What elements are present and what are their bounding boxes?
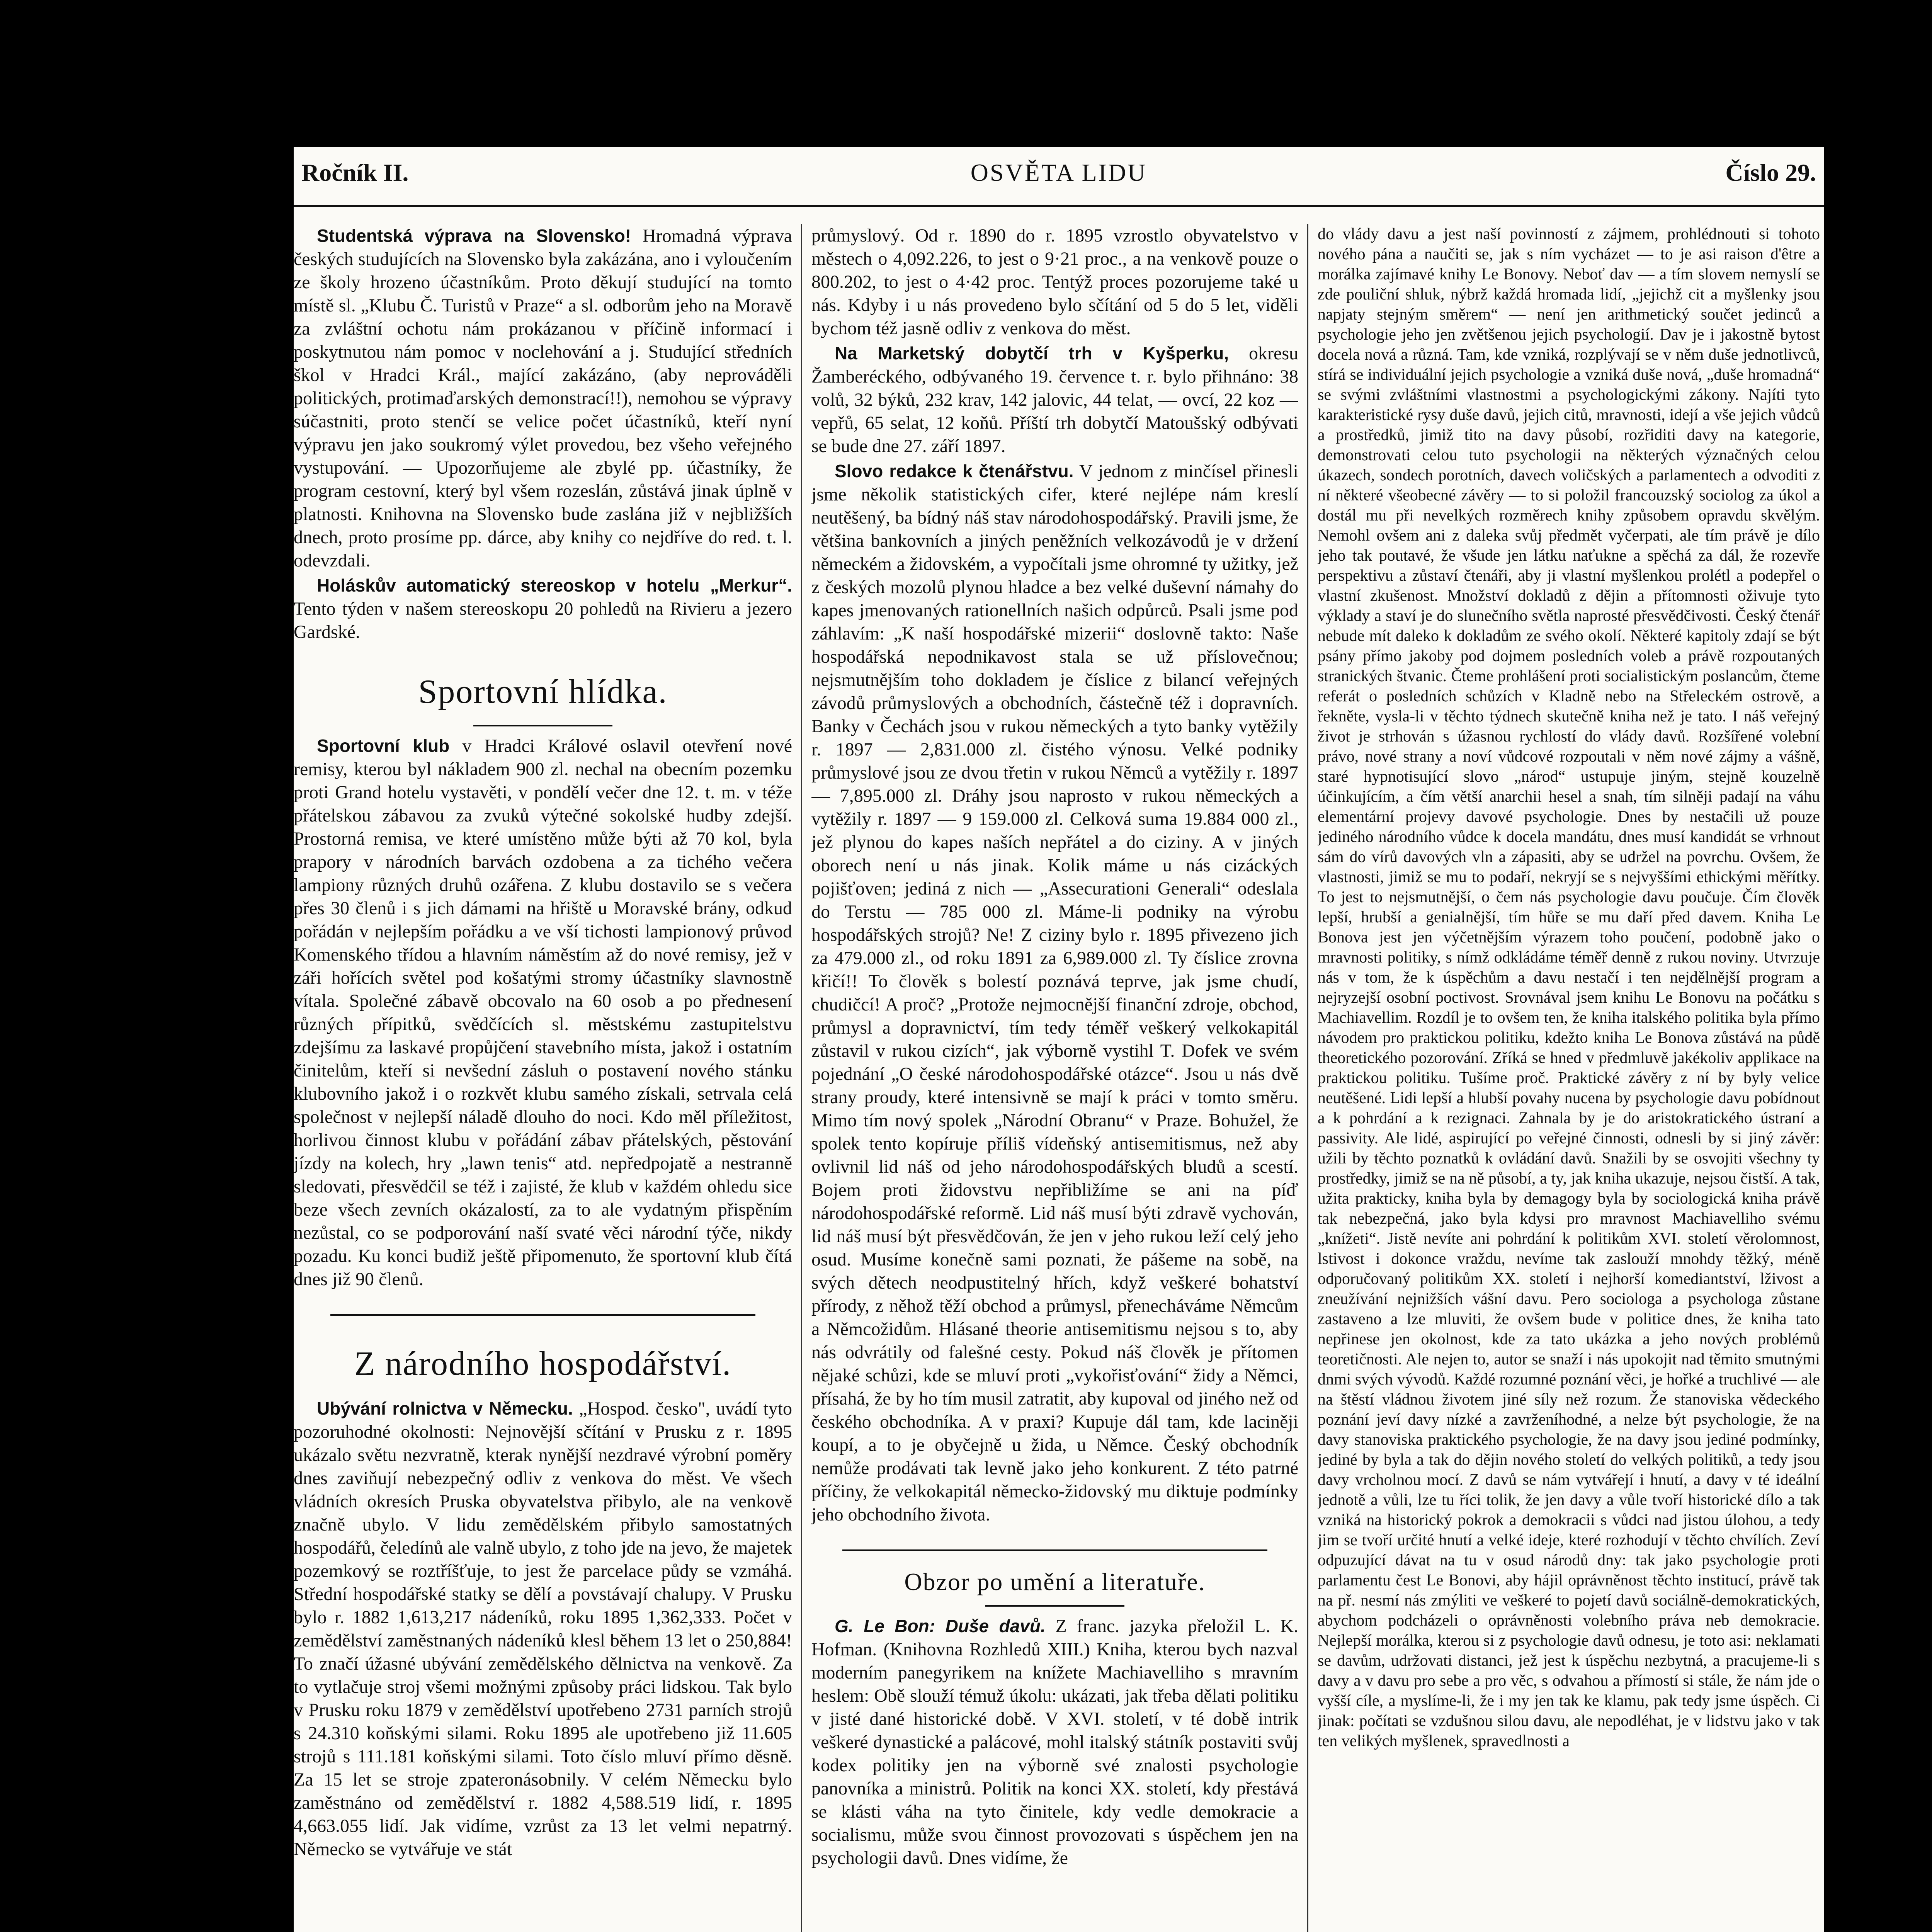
article-headline: Sportovní klub [317,736,450,756]
article-body: okresu Žamberéckého, odbývaného 19. července t. r. bylo přihnáno: 38 volů, 32 býků, 232 krav, 142 jalovic, 44 telat, — ovcí, 22 koz — vepřů, 65 selat, 12 koňů. Příští trh dobytčí Matoušský odbývati se bude dne 27. září 1897. [811,343,1298,456]
newspaper-page [294,147,1824,1932]
article-headline: Holáskův automatický stereoskop v hotelu „Merkur“. [317,575,792,595]
article-headline: Ubývání rolnictva v Německu. [317,1398,573,1418]
article-headline: Studentská výprava na Slovensko! [317,226,631,246]
section-title-sport: Sportovní hlídka. [418,673,668,711]
volume-label: Ročník II. [301,159,409,186]
article-body: Z franc. jazyka přeložil L. K. Hofman. (Knihovna Rozhledů XIII.) Kniha, kterou bych nazval moderním panegyrikem na knížete Machiavelliho s mravním heslem: Obě slouží témuž úkolu: ukázati, jak třeba dělati politiku v jisté dané historické době. V XVI. století, v té době intrik veškeré dynastické a palácové, mohl italský státník postaviti svůj kodex politiky jen na výborně své znalosti psychologie panovníka a ministrů. Politik na konci XX. století, kdy přestává se klásti váha na tyto činitele, kdy vedle demokracie a socialismu, může svou činnost provozovati s úspěchem jen na psychologii davů. Dnes vidíme, že [811,1616,1298,1868]
article-body: do vlády davu a jest naší povinností z zájmem, prohlédnouti si tohoto nového pána a naučiti se, jak s ním vycházet — to je asi raison d'être a morálka zajímavé knihy Le Bonovy. Neboť dav — a tím slovem nemyslí se zde pouliční shluk, nýbrž každá hromada lidí, „jejichž cit a myšlenky jsou napjaty stejným směrem“ — není jen arithmetický součet jedinců a psychologie jeho jen zvětšenou jejich psychologií. Dav je i jakostně bytost docela nová a různá. Tam, kde vzniká, rozplývají se v něm duše jednotlivců, stírá se individuální jejich psychologie a vzniká duše nová, „duše hromadná“ se svými zvláštními vlastnostmi a psychologickými zákony. Najíti tyto karakteristické rysy duše davů, jejich citů, mravnosti, idejí a vše jejich vůdců a prostředků, jimiž tito na davy působí, rozřiditi davy na kategorie, demonstrovati celou tuto psychologii na některých význačných celou úkazech, sondech porotních, davech voličských a parlamentech a odvoditi z ní některé všeobecné závěry — to si položil francouzský sociolog za úkol a dostál mu při nevelkých rozměrech knihy způsobem opravdu skvělým. Nemohl ovšem ani z daleka svůj předmět vyčerpati, ale tím právě je dílo jeho tak poutavé, že všude jen látku naťukne a spěchá za dál, že rozevře perspektivu a zůstaví čtenáři, aby ji vlastní myšlenkou prolétl a podepřel o vlastní zkušenost. Množství dokladů z dějin a přítomnosti oživuje tyto výklady a staví je do slunečního světla naprosté přesvědčivosti. Český čtenář nebude mít daleko k dokladům ze svého okolí. Některé kapitoly zdají se být psány přímo jakoby pod dojmem posledních voleb a právě rozpoutaných stranických štvanic. Čteme prohlášení proti socialistickým poslancům, čteme referát o posledních schůzích v Kladně nebo na Střeleckém ostrově, a řekněte, vysla-li v těchto týdnech skutečně kniha než je tato. I náš veřejný život je strhován s úžasnou rychlostí do vlády davů. Rozšířené volební právo, nové strany a noví vůdcové rozpoutali v něm nové zájmy a vášně, staré hypnotisující slovo „národ“ ustupuje jiným, stejně kouzelně účinkujícím, a čím větší anarchii hesel a snah, tím silněji padají na váhu elementární projevy davové psychologie. Dnes by nestačili už pouze jediného národního vůdce k docela mandátu, dnes musí kandidát se vrhnout sám do vírů davových vln a zápasiti, aby se udržel na povrchu. Ovšem, že vlastnosti, jimiž se mu to podaří, nekryjí se s nejvyššími ethickými měřítky. To jest to nejsmutnější, o čem nás psychologie davu poučuje. Čím člověk lepší, hrubší a genialnější, tím hůře se mu daří před davem. Kniha Le Bonova jest jen výčetnějším výrazem toho poučení, podobně jako o mravnosti politiky, s nímž odkládáme téměř denně z rukou noviny. Utvrzuje nás v tom, že k úspěchům a davu nestačí i ten nejdělnější program a nejryzejší osobní poctivost. Srovnával jsem knihu Le Bonovu na počátku s Machiavellim. Rozdíl je to ovšem ten, že kniha italského politika byla přímo návodem pro praktickou politiku, kdežto kniha Le Bonova zůstává na půdě theoretického pozorování. Zříká se hned v předmluvě jakékoliv applikace na praktickou politiku. Tušíme proč. Praktické závěry z ní by byly velice neutěšené. Lidi lepší a hlubší povahy nucena by psychologie davu pobídnout a k pohrdání a k rezignaci. Zahnala by je do aristokratického ústraní a passivity. Ale lidé, aspirující po veřejné činnosti, odnesli by si jiný závěr: užili by těchto poznatků k ovládání davů. Snažili by se osvojiti všechny ty prostředky, jimiž se na ně působí, a ty, jak kniha ukazuje, nejsou čistší. A tak, užita prakticky, kniha byla by demagogy byla by sociologická kniha právě tak nebezpečná, jako byla kdysi pro mravnost Machiavelliho svému „knížeti“. Jistě nevíte ani pohrdání k politikům XVI. století věrolomnost, lstivost i dokonce vraždu, nevíme tak zaslouží mnohdy těžký, méně odporučovaný politikům XX. století i nejhorší komediantství, lživost a zneužívání nejnižších vášní davu. Pero sociologa a psychologa zůstane zastaveno a lze mluviti, že ovšem bude v politice dnes, že kniha tato nepřinese jen okolnost, kde za tato ukázka a jeho nových problémů teoretičnosti. Ale nejen to, autor se snaží i nás upokojit nad těmito smutnými dnmi svých vývodů. Každé rozumné poznání věci, je hořké a truchlivé — ale na štěstí vládnou životem jiné síly než rozum. Že stanoviska vědeckého poznání jeví davy nízké a zavrženíhodné, a nelze být psychologie, že na davy stanoviska praktického psychologie, že na davy jsou jediné podmínky, jediné by byla a tak do dějin nového století do velkých politiků, a tedy jsou davy vrcholnou mocí. Z davů se nám vytvářejí i hnutí, a davy v té ideální jednotě a vůli, lze tu říci tolik, že jen davy a vůle tvoří historické dílo a tak vzniká na historický pokrok a demokracii s vůdci nad jistou úlohou, a tedy jim se tvoří určité hnutí a velké ideje, které rozhodují v těchto chvílích. Zeví odpuzující dávat na tu v osud národů dny: tak jako psychologie proti parlamentu čest Le Bonovi, aby hájil oprávněnost těchto institucí, právě tak na př. nesmí nás zmýliti ve veškeré to pojetí davů sociálně-demokratických, abychom podcházeli o oprávněnosti volebního práva neb demokracie. Nejlepší morálka, kterou si z psychologie davů odnesu, je toto asi: neklamati se davům, udržovati distanci, jež jest k úspěchu nezbytná, a pracujeme-li s davy a v davu pro sebe a pro věc, s odvahou a přímostí si stále, že nám jde o vyšší cíle, a myslíme-li, že i my jen tak ke klamu, pak tedy jsme úspěch. Ci jinak: počítati se vzdušnou silou davu, ale nepodléhat, je v lidstvu jako v tak ten velikých myšlenek, spravedlnosti a [1318,225,1820,1750]
article-body: průmyslový. Od r. 1890 do r. 1895 vzrostlo obyvatelstvo v městech o 4,092.226, to jest o 9·21 proc., a na venkově pouze o 800.202, to jest o 4·42 proc. Tentýž proces pozorujeme také u nás. Kdyby i u nás provedeno bylo sčítání od 5 do 5 let, viděli bychom též jasně odliv z venkova do měst. [811,225,1298,338]
article-headline: Slovo redakce k čtenářstvu. [835,461,1074,481]
column-2 [811,224,1298,1932]
section-divider [330,1314,755,1316]
column-1 [294,224,792,1932]
article-body: „Hospod. česko", uvádí tyto pozoruhodné okolnosti: Nejnovější sčítání v Prusku z r. 1895 ukázalo světu nezvratně, kterak nynější nezdravé výrobní poměry dnes zaviňují nebezpečný odliv z venkova do měst. Ve všech vládních okresích Pruska obyvatelstva přibylo, ale na venkově značně ubylo. V lidu zemědělském přibylo samostatných hospodářů, čeledínů ale valně ubylo, z toho jde na jevo, že majetek pozemkový se roztříšťuje, to jest že parcelace půdy se vzmáhá. Střední hospodářské statky se dělí a povstávají chalupy. V Prusku bylo r. 1882 1,613,217 nádeníků, roku 1895 1,362,333. Počet v zemědělství zaměstnaných nádeníků klesl během 13 let o 250,884! To značí úžasné ubývání zemědělského dělnictva na venkově. Za to vytlačuje stroj všemi možnými způsoby práci lidskou. Tak bylo v Prusku roku 1879 v zemědělství upotřebeno 2731 parních strojů s 24.310 koňskými silami. Roku 1895 ale upotřebeno již 11.605 strojů s 111.181 koňskými silami. Toto číslo mluví přímo děsně. Za 15 let se stroje zpateronásobnily. V celém Německu bylo zaměstnáno od zemědělství r. 1882 4,588.519 lidí, r. 1895 4,663.055 lidí. Jak vidíme, vzrůst za 13 let velmi nepatrný. Německo se vytvářuje ve stát [294,1398,792,1859]
article-headline: Na Marketský dobytčí trh v Kyšperku, [835,343,1229,363]
article-body: Hromadná výprava českých studujících na Slovensko byla zakázána, ano i vyloučením ze školy hrozeno účastníkům. Proto děkují studující na tomto místě sl. „Klubu Č. Turistů v Praze“ a sl. odborům jeho na Moravě za zvláštní ochotu nám prokázanou v příčině informací i poskytnutou nám pomoc v noclehování a j. Studující středních škol v Hradci Král., mající zakázáno, (aby neprováděli politických, protimaďarských demonstrací!!), nemohou se výpravy súčastniti, proto stenčí se velice počet účastníků, kteří nyní výpravu jen jako soukromý výlet provedou, bez všeho veřejného vystupování. — Upozorňujeme ale zbylé pp. účastníky, že program cestovní, který byl všem rozeslán, zůstává jinak úplně v platnosti. Knihovna na Slovensko bude zaslána již v nejbližších dnech, proto prosíme pp. dárce, aby knihy co nejdříve do red. t. l. odevzdali. [294,226,792,571]
issue-number: Číslo 29. [1725,159,1816,186]
masthead-title: OSVĚTA LIDU [970,159,1147,186]
article-headline: G. Le Bon: Duše davů. [835,1616,1046,1636]
section-rule [473,725,612,726]
header-rule [294,205,1824,207]
column-rule [801,224,802,1932]
column-3 [1318,224,1820,1932]
section-title-economy: Z národního hospodářství. [354,1345,732,1383]
column-rule [1307,224,1308,1932]
article-body: V jednom z minčísel přinesli jsme několik statistických cifer, které nejlépe nám kreslí neutěšený, ba bídný náš stav národohospodářský. Pravili jsme, že většina bankovních a jiných peněžních velkozávodů je v držení německém a židovském, a vypočítali jsme ohromné ty užitky, jež z českých mozolů plynou hladce a bez velké duševní námahy do kapes jmenovaných rationellních našich odpůrců. Psali jsme pod záhlavím: „K naší hospodářské mizerii“ doslovně takto: Naše hospodářská nepodnikavost stala se už příslovečnou; nejsmutnějším toho dokladem je číslice z bilancí veřejných závodů průmyslových a obchodních, částečně též i dopravních. Banky v Čechách jsou v rukou německých a tyto banky vytěžily r. 1897 — 2,831.000 zl. čistého výnosu. Velké podniky průmyslové jsou ze dvou třetin v rukou Němců a vytěžily r. 1897 — 7,895.000 zl. Dráhy jsou naprosto v rukou německých a vytěžily r. 1897 — 9 159.000 zl. Celková suma 19.884 000 zl., jež plynou do kapes naších nepřátel a do ciziny. A v jiných oborech není u nás jinak. Kolik máme u nás cizáckých pojišťoven; jediná z nich — „Assecurationi Generali“ odeslala do Terstu — 785 000 zl. Máme-li podniky na výrobu hospodářských strojů? Ne! Z ciziny bylo r. 1895 přivezeno jich za 479.000 zl., od roku 1891 za 6,989.000 zl. Ty číslice zrovna křičí!! To člověk s bolestí poznává teprve, jak jsme chudí, chudičcí! A proč? „Protože nejmocnější finanční zdroje, obchod, průmysl a dopravnictví, tím tedy téměř veškerý velkokapitál zůstavil v rukou cizích“, jak výborně vystihl T. Dofek ve svém pojednání „O české národohospodářské otázce“. Jsou u nás dvě strany proudy, které intensivně se mají k práci v tomto směru. Mimo tím nový spolek „Národní Obranu“ v Praze. Bohužel, že spolek tento kopíruje příliš vídeňský antisemitismus, než aby ovlivnil lid náš od jeho národohospodářských bludů a scestí. Bojem proti židovstvu nepřibližíme se ani na píď národohospodářské reformě. Lid náš musí býti zdravě vychován, lid náš musí být přesvědčován, že jen v jeho rukou leží celý jeho osud. Musíme konečně sami poznati, že pášeme na sobě, na svých dětech neodpustitelný hřích, když veškeré bohatství přírody, z něhož těží obchod a průmysl, přenecháváme Němcům a Němcožidům. Hlásané theorie antisemitismu nejsou s to, aby nás odvrátily od falešné cesty. Pokud náš člověk je přítomen nějaké schůzi, kde se mluví proti „vykořisťování“ židy a Němci, přísahá, že by ho tím musil zatratit, aby kupoval od jiného než od českého obchodníka. A v praxi? Kupuje dál tam, kde laciněji koupí, a to je obyčejně u žida, u Němce. Český obchodník nemůže prodávati tak levně jako jeho konkurent. Z této patrné příčiny, že velkokapitál německo-židovský mu diktuje podmínky jeho obchodního života. [811,461,1298,1525]
section-rule [985,1605,1124,1607]
section-divider [842,1549,1267,1551]
article-body: v Hradci Králové oslavil otevření nové remisy, kterou byl nákladem 900 zl. nechal na obecním pozemku proti Grand hotelu vystavěti, v pondělí večer dne 12. t. m. v téže přátelskou zábavou za zvuků výtečné sokolské hudby zdejší. Prostorná remisa, ve které umístěno může býti až 70 kol, byla prapory v národních barvách ozdobena a za tichého večera lampiony různých druhů ozářena. Z klubu dostavilo se s večera přes 30 členů i s jich dámami na hřiště u Moravské brány, odkud pořádán v nejlepším pořádku a ve vší tichosti lampionový průvod Komenského třídou a hlavním náměstím až do nové remisy, jež v záři hořících světel pod košatými stromy účastníky slavnostně vítala. Společné zábavě obcovalo na 60 osob a po přednesení různých přípitků, svědčících sl. městskému zastupitelstvu zdejšímu za laskavé propůjčení stavebního místa, jakož i ostatním činitelům, kteří si nevšední zásluh o postavení nového stánku klubovního jakož i o rozkvět klubu samého získali, setrvala celá společnost v nejlepší náladě dlouho do noci. Kdo měl příležitost, horlivou činnost klubu v pořádání zábav přátelských, pěstování jízdy na kolech, hry „lawn tenis“ atd. nepředpojatě a nestranně sledovati, přesvědčil se též i zajisté, že klub v každém ohledu sice beze všech zevních okázalostí, za to ale vydatným přispěním nezůstal, co se podporování naší svaté věci národní týče, nikdy pozadu. Ku konci budiž ještě připomenuto, že sportovní klub čítá dnes již 90 členů. [294,736,792,1289]
article-body: Tento týden v našem stereoskopu 20 pohledů na Rivieru a jezero Gardské. [294,599,792,642]
section-title-art: Obzor po umění a literatuře. [904,1568,1206,1595]
page-header [294,147,1824,232]
